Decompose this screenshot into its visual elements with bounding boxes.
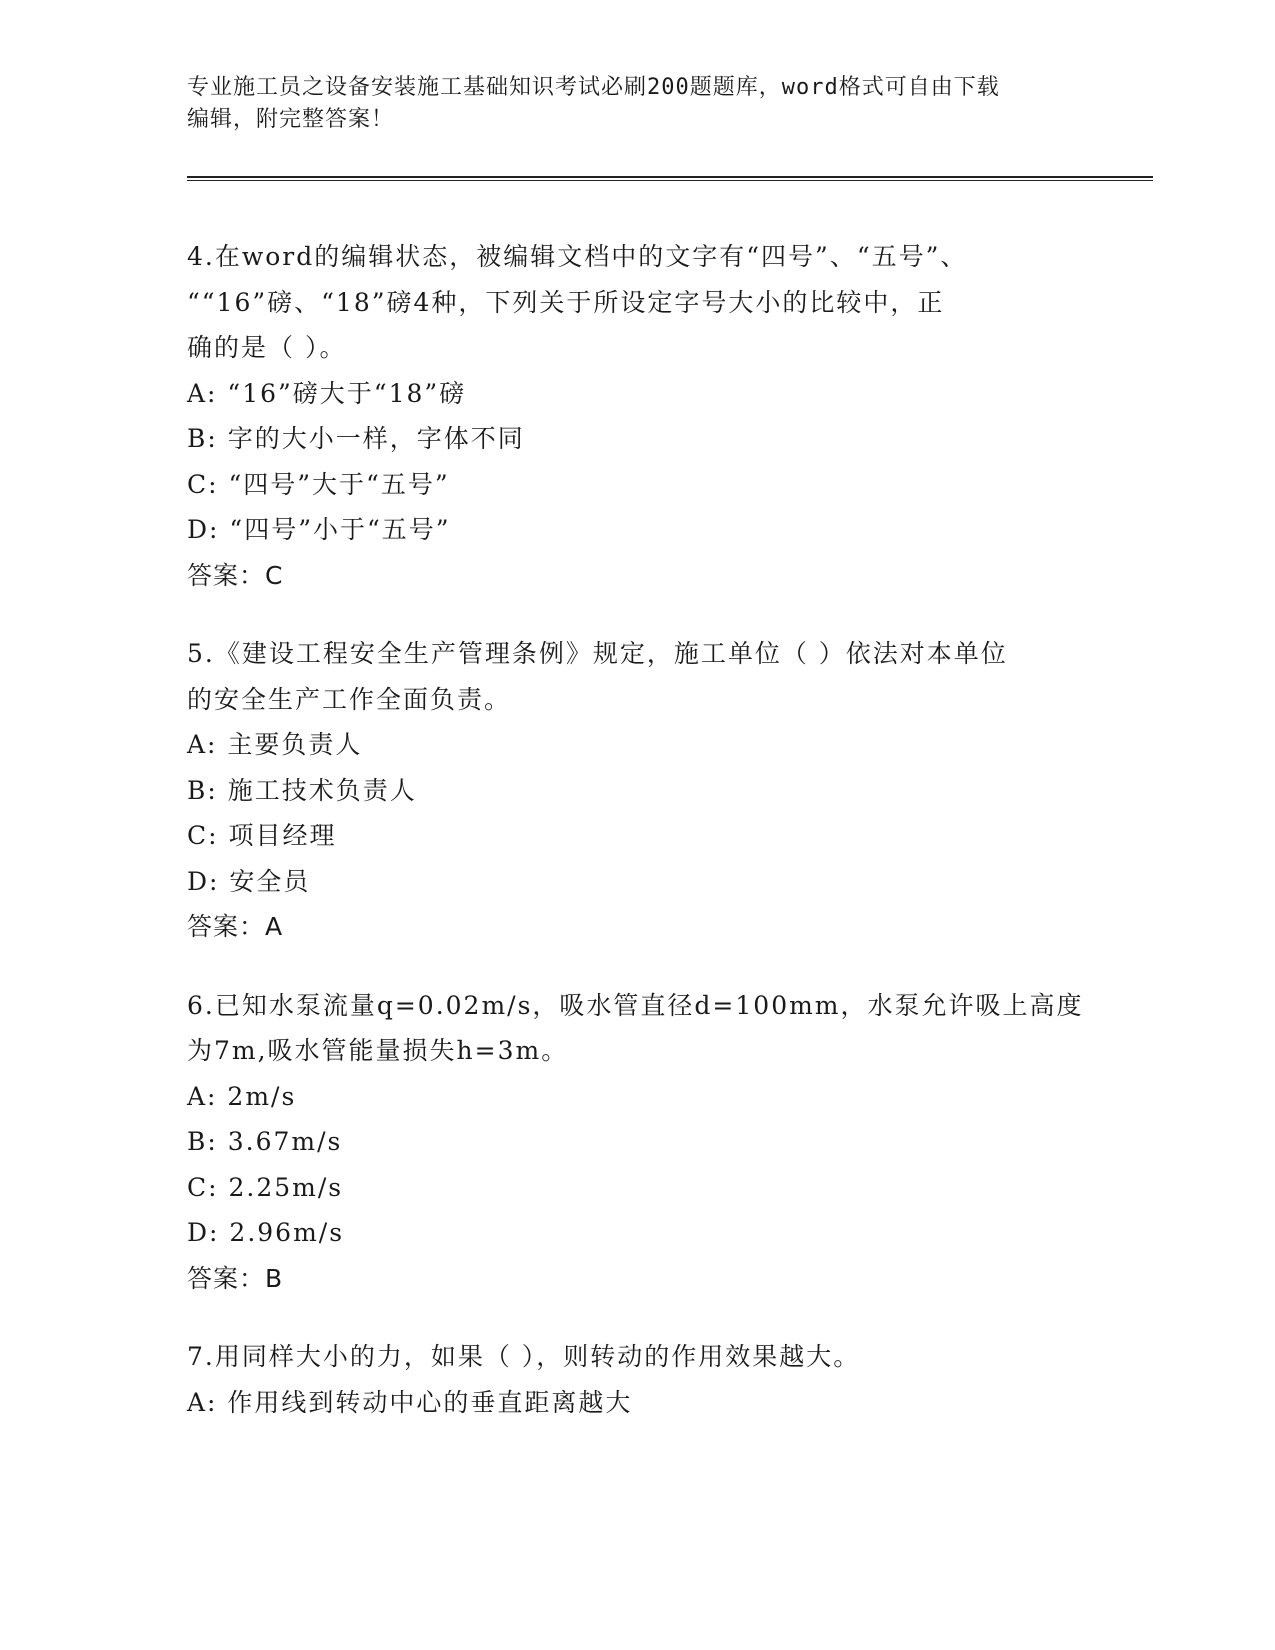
option-a: A: 主要负责人 [187,730,363,759]
question-text-line: 为7m,吸水管能量损失h=3m。 [187,1036,569,1065]
question-7 [187,1334,1087,1425]
header-divider [187,176,1153,181]
option-a: A: “16”磅大于“18”磅 [187,378,467,408]
answer-label: 答案：A [187,912,284,941]
answer-label: 答案：C [187,560,284,590]
option-a: A: 2m/s [187,1081,297,1111]
header-title-line-1: 专业施工员之设备安装施工基础知识考试必刷200题题库，word格式可自由下载 [187,75,1000,100]
question-6 [187,983,1087,1302]
question-text-line: 7.用同样大小的力，如果（ ），则转动的作用效果越大。 [187,1342,861,1371]
option-c: C: 2.25m/s [187,1172,344,1202]
question-4 [187,234,1087,598]
option-c: C: 项目经理 [187,821,337,850]
question-text-line: 的安全生产工作全面负责。 [187,684,512,714]
answer-label: 答案：B [187,1263,284,1293]
question-5 [187,631,1087,950]
option-b: B: 字的大小一样，字体不同 [187,424,525,453]
document-header [187,72,1087,136]
question-text-line: 确的是（ ）。 [187,333,347,362]
question-list [187,234,1087,1458]
option-d: D: “四号”小于“五号” [187,515,451,544]
question-text-line: 4.在word的编辑状态，被编辑文档中的文字有“四号”、“五号”、 [187,242,968,271]
option-c: C: “四号”大于“五号” [187,469,450,499]
question-text-line: 6.已知水泵流量q=0.02m/s，吸水管直径d=100mm，水泵允许吸上高度 [187,990,1084,1020]
header-title-line-2: 编辑，附完整答案！ [187,107,395,132]
option-d: D: 2.96m/s [187,1218,345,1247]
option-b: B: 3.67m/s [187,1127,343,1156]
question-text-line: 5.《建设工程安全生产管理条例》规定，施工单位（ ）依法对本单位 [187,639,1008,668]
option-a: A: 作用线到转动中心的垂直距离越大 [187,1387,633,1417]
option-b: B: 施工技术负责人 [187,775,417,805]
question-text-line: ““16”磅、“18”磅4种，下列关于所设定字号大小的比较中，正 [187,287,945,317]
option-d: D: 安全员 [187,866,311,896]
